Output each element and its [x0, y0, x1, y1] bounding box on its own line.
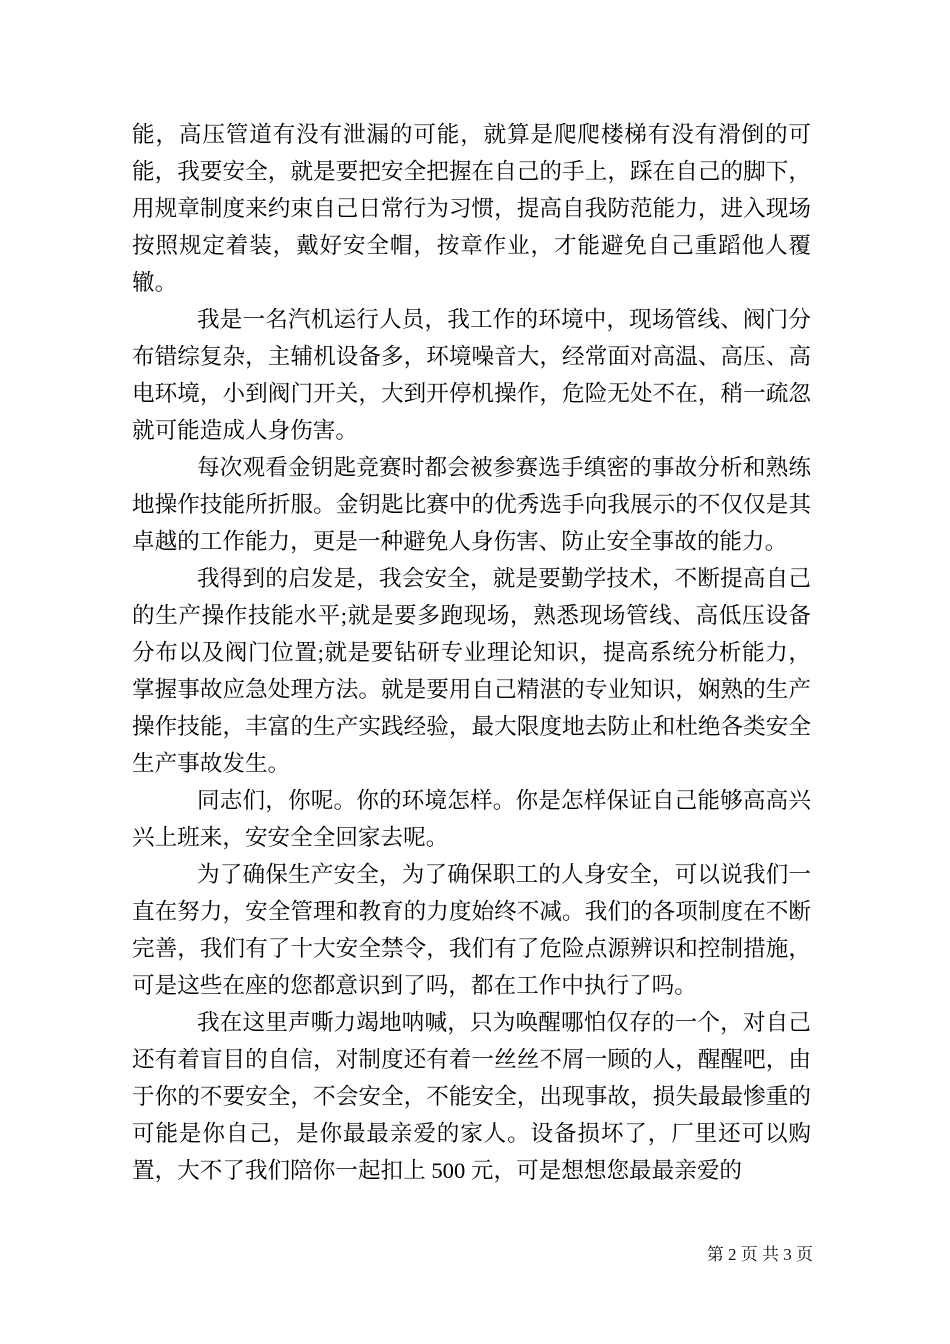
paragraph: 每次观看金钥匙竞赛时都会被参赛选手缜密的事故分析和熟练地操作技能所折服。金钥匙比赛中的优秀选手向我展示的不仅仅是其卓越的工作能力，更是一种避免人身伤害、防止安全事故的能力。 [132, 455, 811, 554]
page-number-text: 第 2 页 共 3 页 [706, 1245, 813, 1264]
paragraph: 同志们，你呢。你的环境怎样。你是怎样保证自己能够高高兴兴上班来，安安全全回家去呢。 [132, 788, 811, 850]
paragraph: 为了确保生产安全，为了确保职工的人身安全，可以说我们一直在努力，安全管理和教育的力度始终不减。我们的各项制度在不断完善，我们有了十大安全禁令，我们有了危险点源辨识和控制措施，可是这些在座的您都意识到了吗，都在工作中执行了吗。 [132, 862, 811, 998]
paragraph-continuation: 能，高压管道有没有泄漏的可能，就算是爬爬楼梯有没有滑倒的可能，我要安全，就是要把安全把握在自己的手上，踩在自己的脚下，用规章制度来约束自己日常行为习惯，提高自我防范能力，进入现场按照规定着装，戴好安全帽，按章作业，才能避免自己重蹈他人覆辙。 [132, 122, 811, 295]
paragraph: 我得到的启发是，我会安全，就是要勤学技术，不断提高自己的生产操作技能水平;就是要多跑现场，熟悉现场管线、高低压设备分布以及阀门位置;就是要钻研专业理论知识，提高系统分析能力，掌握事故应急处理方法。就是要用自己精湛的专业知识，娴熟的生产操作技能，丰富的生产实践经验，最大限度地去防止和杜绝各类安全生产事故发生。 [132, 566, 811, 776]
paragraph: 我是一名汽机运行人员，我工作的环境中，现场管线、阀门分布错综复杂，主辅机设备多，环境噪音大，经常面对高温、高压、高电环境，小到阀门开关，大到开停机操作，危险无处不在，稍一疏忽就可能造成人身伤害。 [132, 307, 811, 443]
paragraph: 我在这里声嘶力竭地呐喊，只为唤醒哪怕仅存的一个，对自己还有着盲目的自信，对制度还有着一丝丝不屑一顾的人，醒醒吧，由于你的不要安全，不会安全，不能安全，出现事故，损失最最惨重的可能是你自己，是你最最亲爱的家人。设备损坏了，厂里还可以购置，大不了我们陪你一起扣上 500 元，可是想想您最最亲爱的 [132, 1010, 811, 1183]
page-footer [707, 1245, 813, 1265]
document-body [132, 116, 811, 1189]
